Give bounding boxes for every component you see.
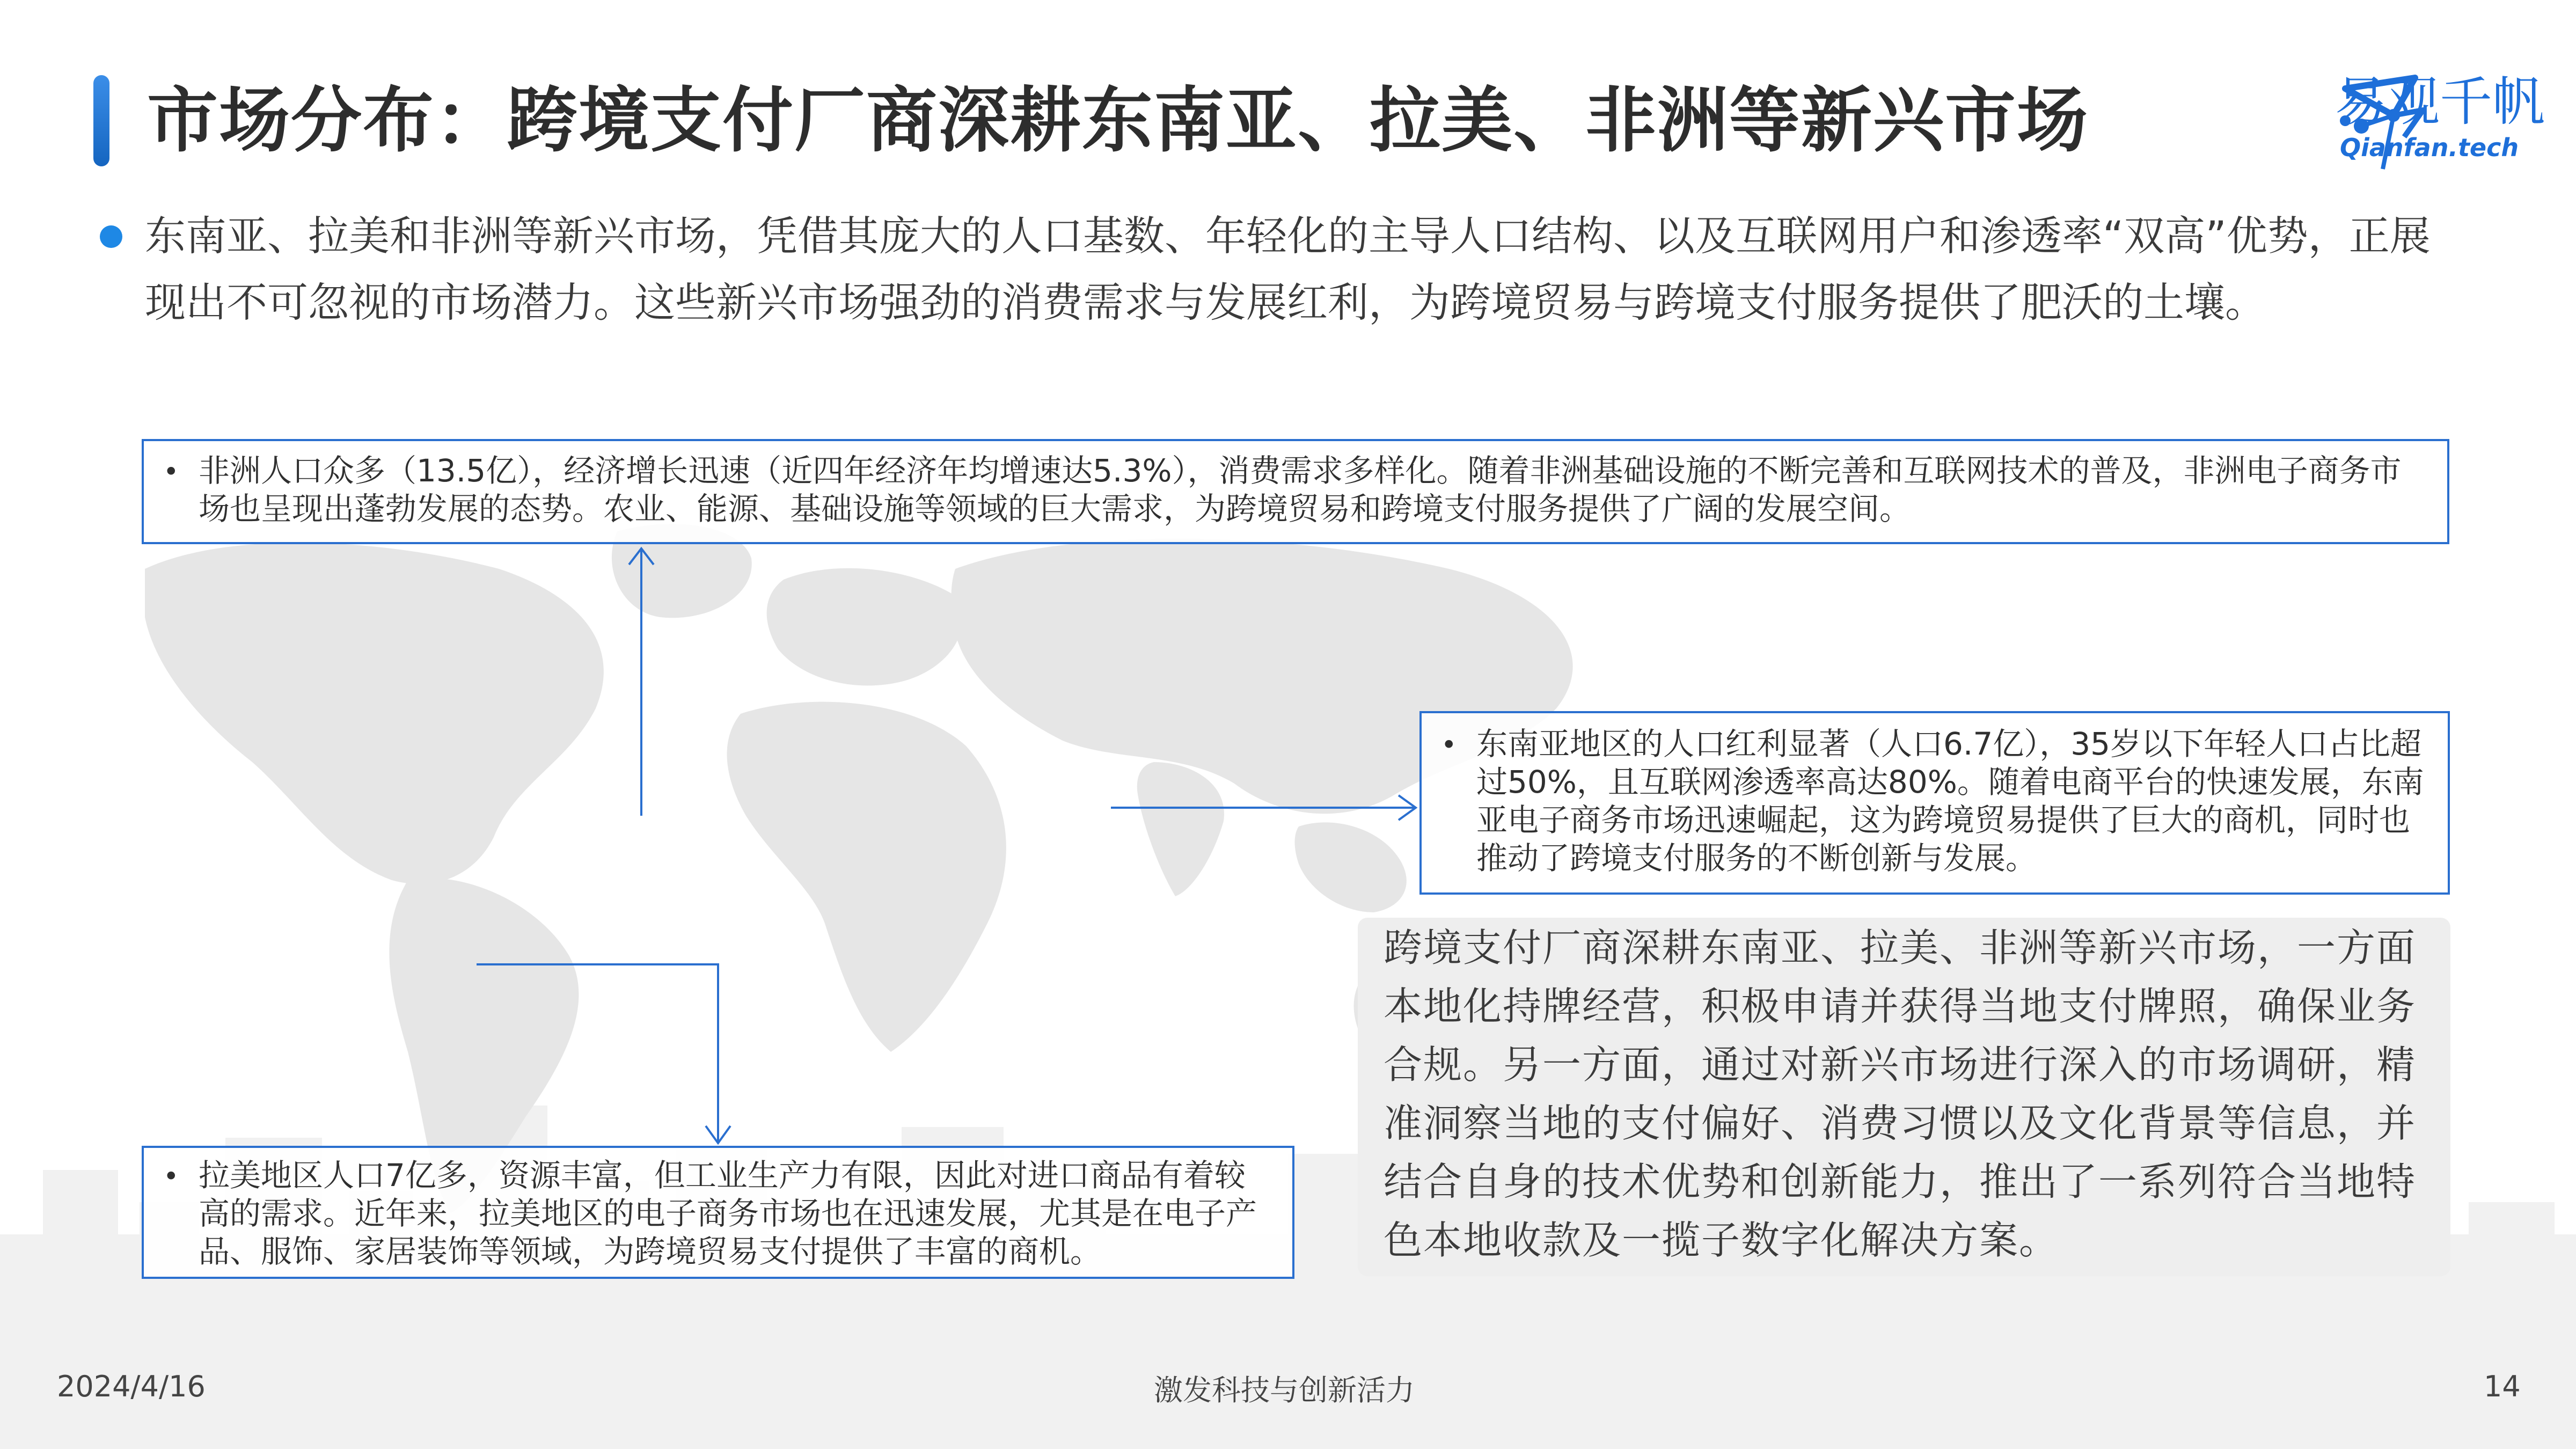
map-europe — [767, 568, 962, 686]
southeast-asia-text: 东南亚地区的人口红利显著（人口6.7亿），35岁以下年轻人口占比超过50%，且互联网渗透率高达80%。随着电商平台的快速发展，东南亚电子商务市场迅速崛起，这为跨境贸易提供了巨大的商机，同时也推动了跨境支付服务的不断创新与发展。 — [1476, 726, 2424, 876]
logo-name-en: Qianfan.tech — [2340, 133, 2519, 162]
latin-america-info-box — [142, 1146, 1294, 1279]
intro-paragraph: 东南亚、拉美和非洲等新兴市场，凭借其庞大的人口基数、年轻化的主导人口结构、以及互联网用户和渗透率“双高”优势，正展现出不可忽视的市场潜力。这些新兴市场强劲的消费需求与发展红利，为跨境贸易与跨境支付服务提供了肥沃的土壤。 — [145, 212, 2431, 326]
map-southeast-asia — [1295, 822, 1407, 912]
summary-text: 跨境支付厂商深耕东南亚、拉美、非洲等新兴市场，一方面本地化持牌经营，积极申请并获得当地支付牌照，确保业务合规。另一方面，通过对新兴市场进行深入的市场调研，精准洞察当地的支付偏好、消费习惯以及文化背景等信息，并结合自身的技术优势和创新能力，推出了一系列符合当地特色本地收款及一揽子数字化解决方案。 — [1384, 925, 2417, 1263]
africa-info-box — [142, 439, 2449, 544]
bullet-marker: • — [163, 1161, 179, 1192]
latin-america-text: 拉美地区人口7亿多，资源丰富，但工业生产力有限，因此对进口商品有着较高的需求。近年来，拉美地区的电子商务市场也在迅速发展，尤其是在电子产品、服饰、家居装饰等领域，为跨境贸易支付提供了丰富的商机。 — [199, 1157, 1257, 1270]
map-north-america — [145, 543, 604, 884]
logo-name-cn: 易观千帆 — [2334, 71, 2545, 133]
title-accent-bar — [93, 75, 109, 166]
southeast-asia-info-box — [1419, 711, 2450, 895]
map-africa — [727, 702, 1006, 1052]
footer-slogan: 激发科技与创新活力 — [1154, 1373, 1415, 1407]
footer-date: 2024/4/16 — [57, 1370, 206, 1403]
map-india — [1137, 762, 1224, 896]
africa-text: 非洲人口众多（13.5亿），经济增长迅速（近四年经济年均增速达5.3%），消费需求多样化。随着非洲基础设施的不断完善和互联网技术的普及，非洲电子商务市场也呈现出蓬勃发展的态势。农业、能源、基础设施等领域的巨大需求，为跨境贸易和跨境支付服务提供了广阔的发展空间。 — [199, 452, 2402, 527]
bullet-marker: • — [1441, 729, 1457, 760]
page-title: 市场分布：跨境支付厂商深耕东南亚、拉美、非洲等新兴市场 — [147, 79, 2089, 162]
intro-bullet-dot — [100, 225, 122, 248]
page-number: 14 — [2484, 1370, 2521, 1403]
bullet-marker: • — [163, 456, 179, 487]
